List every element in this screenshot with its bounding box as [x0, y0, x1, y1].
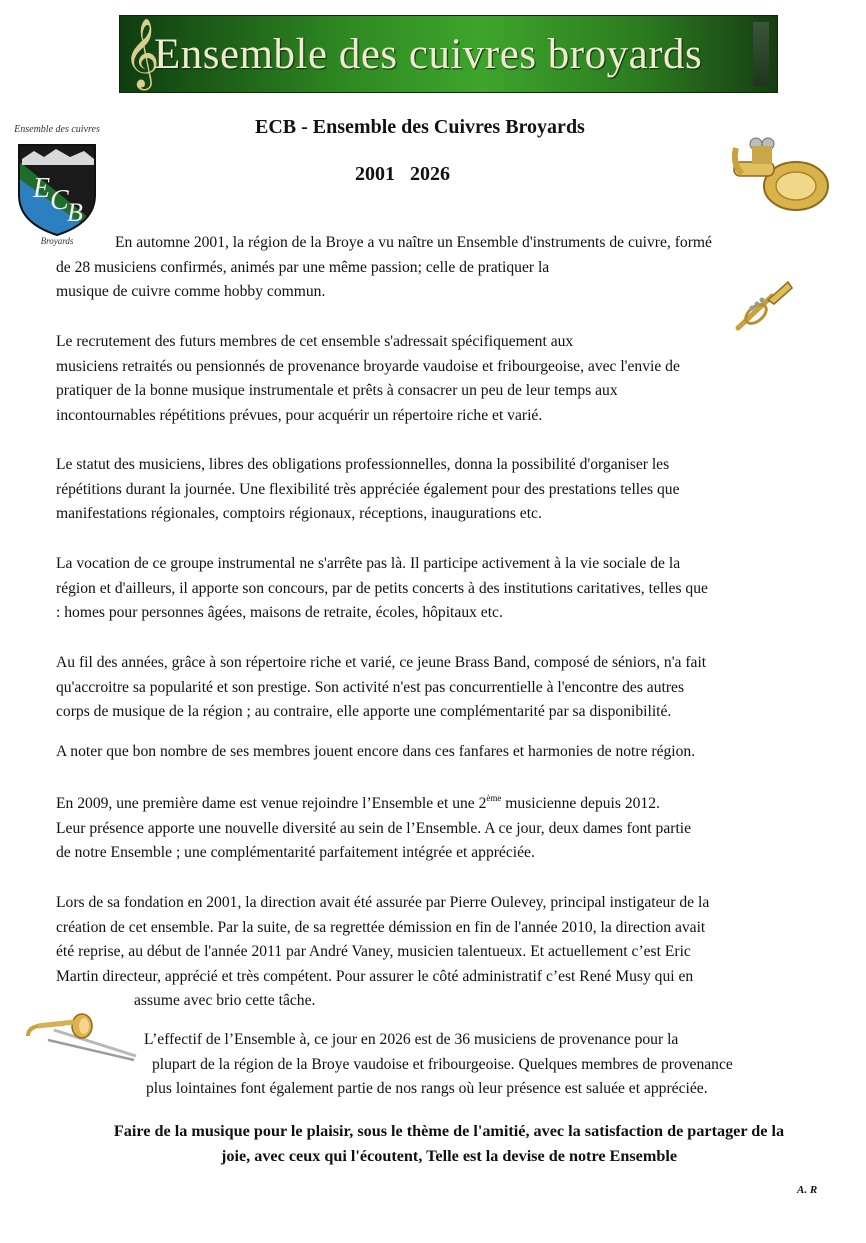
paragraph-line: Leur présence apporte une nouvelle diversité au sein de l’Ensemble. A ce jour, deux dames font partie	[56, 819, 692, 837]
paragraph-line: corps de musique de la région ; au contraire, elle apporte une complémentarité par sa disponibilité.	[56, 703, 672, 720]
paragraph-line: En automne 2001, la région de la Broye a vu naître un Ensemble d'instruments de cuivre, formé	[115, 234, 712, 251]
motto-line: joie, avec ceux qui l'écoutent, Telle est la devise de notre Ensemble	[220, 1147, 678, 1165]
paragraph-line: répétitions durant la journée. Une flexibilité très appréciée également pour des prestations telles que	[56, 480, 680, 498]
paragraph-line: Le statut des musiciens, libres des obligations professionnelles, donna la possibilité d'organiser les	[56, 456, 670, 473]
paragraph-line: pratiquer de la bonne musique instrumentale et prêts à consacrer un peu de leur temps aux	[56, 382, 618, 399]
signature: A. R	[797, 1184, 818, 1196]
text-run: musicienne depuis 2012.	[501, 795, 660, 812]
trumpet-icon	[732, 274, 794, 336]
paragraph-4	[56, 552, 708, 626]
svg-text:B: B	[67, 198, 83, 227]
paragraph-9	[144, 1028, 733, 1102]
paragraph-line: : homes pour personnes âgées, maisons de retraite, écoles, hôpitaux etc.	[56, 604, 503, 621]
paragraph-5	[56, 651, 706, 725]
text-run: En 2009, une première dame est venue rejoindre l’Ensemble et une 2	[56, 795, 487, 812]
tower-silhouette	[753, 22, 769, 86]
paragraph-7	[56, 792, 691, 866]
logo-top-text: Ensemble des cuivres	[14, 124, 100, 135]
paragraph-line: Lors de sa fondation en 2001, la direction avait été assurée par Pierre Oulevey, principal instigateur de la	[56, 894, 710, 911]
ecb-logo	[14, 124, 100, 248]
paragraph-line: Le recrutement des futurs membres de cet ensemble s'adressait spécifiquement aux	[56, 333, 574, 350]
paragraph-2	[56, 330, 680, 428]
logo-shield-icon	[14, 137, 100, 237]
paragraph-line	[56, 792, 691, 817]
treble-clef-icon: 𝄞	[124, 18, 160, 88]
paragraph-line: région et d'ailleurs, il apporte son concours, par de petits concerts à des institutions caritatives, telles que	[56, 579, 708, 597]
logo-bottom-text: Broyards	[40, 236, 74, 246]
paragraph-line: Martin directeur, apprécié et très compétent. Pour assurer le côté administratif c’est René Musy qui en	[56, 967, 694, 985]
paragraph-3	[56, 453, 680, 527]
motto-line: Faire de la musique pour le plaisir, sous le thème de l'amitié, avec la satisfaction de partager de la	[113, 1122, 785, 1140]
paragraph-line: musiciens retraités ou pensionnés de provenance broyarde vaudoise et fribourgeoise, avec l'envie de	[56, 357, 680, 375]
tuba-icon	[726, 128, 834, 216]
paragraph-6	[56, 740, 695, 765]
paragraph-line: assume avec brio cette tâche.	[134, 992, 316, 1009]
paragraph-line: plus lointaines font également partie de nos rangs où leur présence est saluée et appréciée.	[146, 1080, 708, 1097]
paragraph-line: été reprise, au début de l'année 2011 par André Vaney, musicien talentueux. Et actuellement c’est Eric	[56, 943, 691, 960]
paragraph-line: incontournables répétitions prévues, pour acquérir un répertoire riche et varié.	[56, 406, 543, 424]
svg-text:E: E	[33, 173, 51, 204]
paragraph-line: de 28 musiciens confirmés, animés par une même passion; celle de pratiquer la	[56, 258, 550, 276]
trombone-icon	[24, 1012, 140, 1062]
paragraph-line: La vocation de ce groupe instrumental ne s'arrête pas là. Il participe activement à la vie sociale de la	[56, 555, 681, 572]
paragraph-line: L’effectif de l’Ensemble à, ce jour en 2026 est de 36 musiciens de provenance pour la	[144, 1031, 679, 1048]
paragraph-line: qu'accroitre sa popularité et son prestige. Son activité n'est pas concurrentielle à l'encontre des autres	[56, 678, 685, 696]
years-label: 2001 2026	[355, 163, 450, 185]
paragraph-line: création de cet ensemble. Par la suite, de sa regrettée démission en fin de l'année 2010, la direction avait	[56, 918, 706, 936]
paragraph-line: Au fil des années, grâce à son répertoire riche et varié, ce jeune Brass Band, composé de séniors, n'a fait	[56, 654, 707, 671]
superscript: ème	[486, 793, 502, 803]
paragraph-line: A noter que bon nombre de ses membres jouent encore dans ces fanfares et harmonies de notre région.	[56, 743, 696, 760]
paragraph-line: manifestations régionales, comptoirs régionaux, réceptions, inaugurations etc.	[56, 505, 542, 522]
paragraph-8	[56, 891, 709, 1014]
paragraph-line: de notre Ensemble ; une complémentarité parfaitement intégrée et appréciée.	[56, 844, 535, 861]
header-banner	[119, 15, 778, 93]
page-title: ECB - Ensemble des Cuivres Broyards	[255, 116, 585, 138]
svg-text:C: C	[50, 185, 69, 216]
banner-title: Ensemble des cuivres broyards	[154, 31, 703, 78]
paragraph-line: musique de cuivre comme hobby commun.	[56, 283, 326, 300]
paragraph-1	[56, 231, 712, 305]
paragraph-line: plupart de la région de la Broye vaudoise et fribourgeoise. Quelques membres de provenance	[152, 1055, 733, 1073]
motto	[56, 1119, 842, 1169]
